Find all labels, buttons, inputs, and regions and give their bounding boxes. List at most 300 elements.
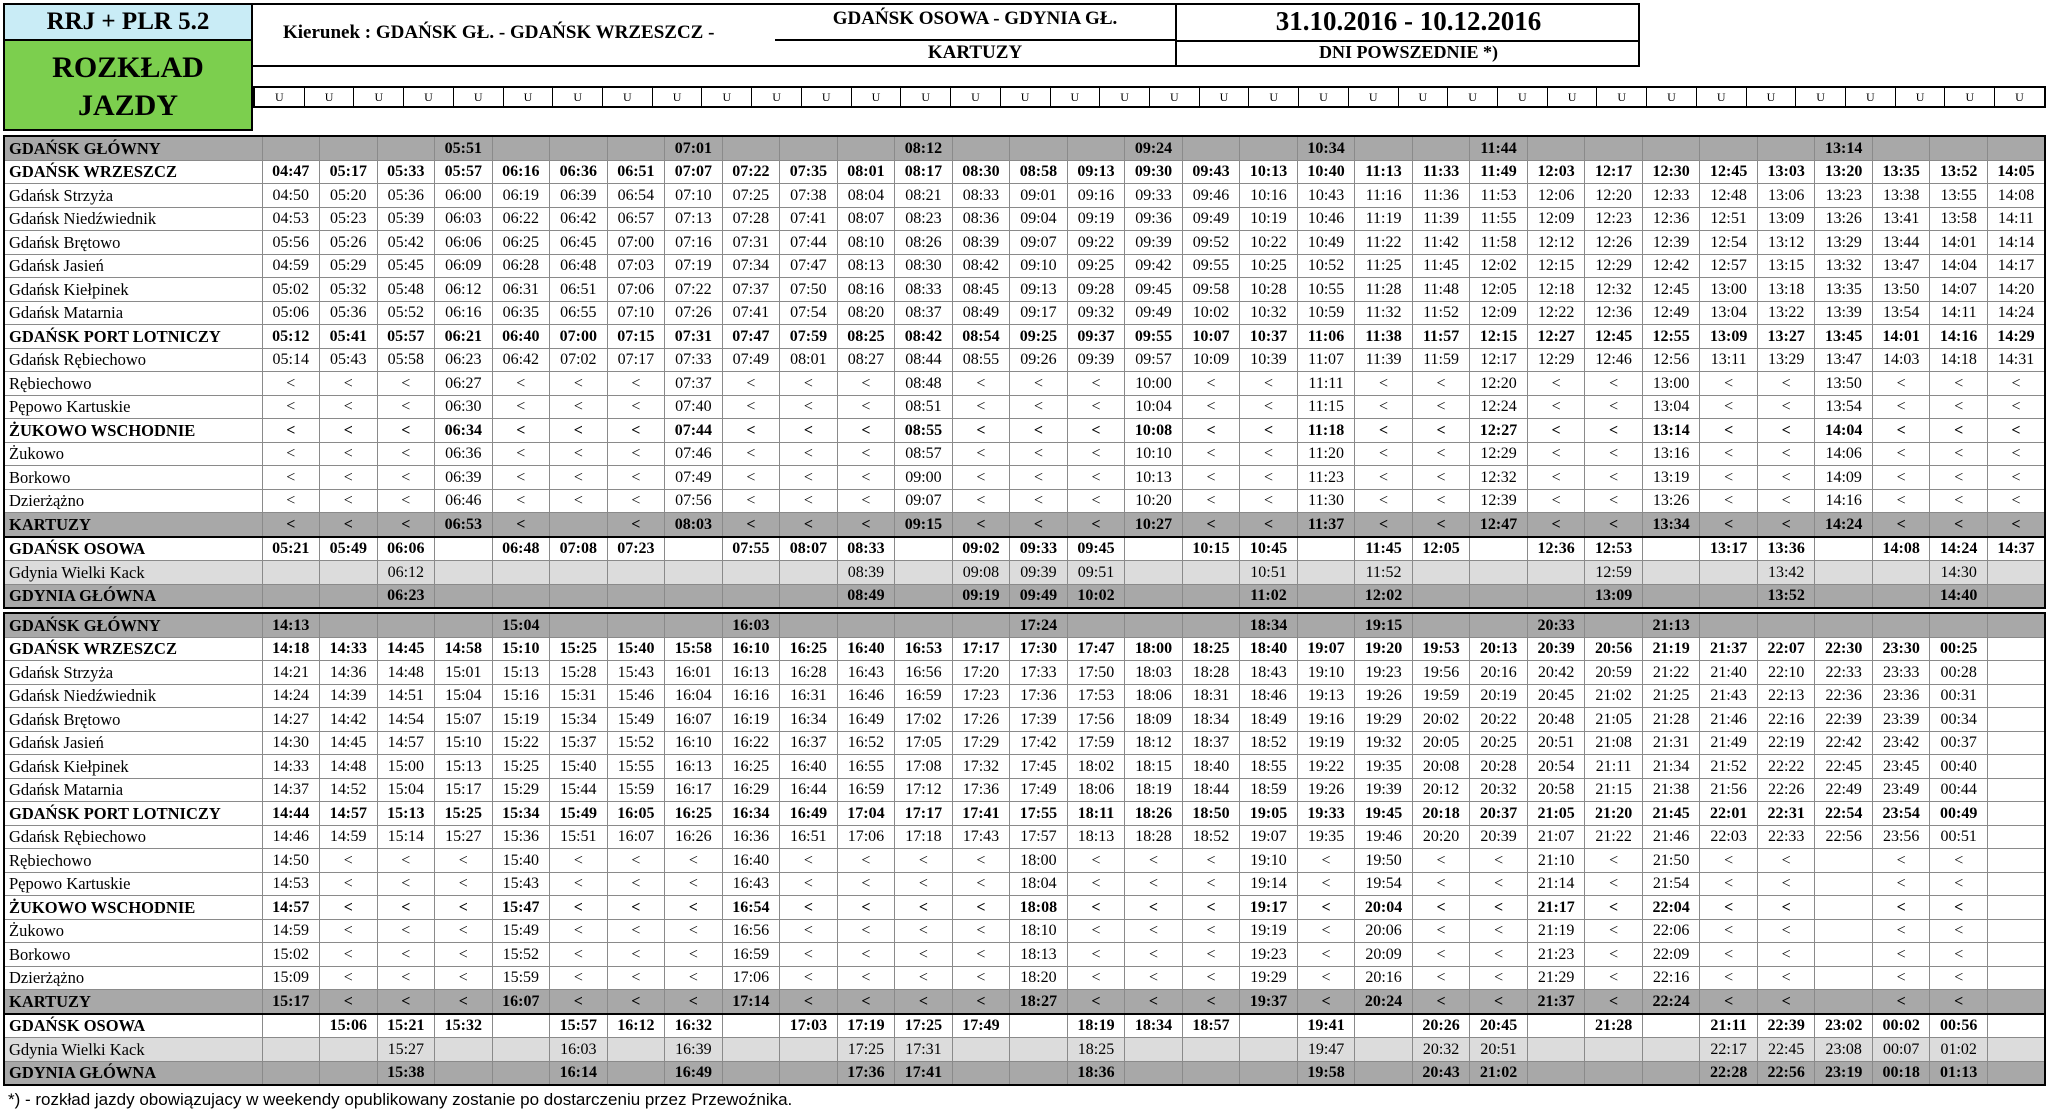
departure-time [1987,1038,2045,1062]
departure-time: 07:59 [780,325,838,349]
departure-time: < [837,442,895,466]
departure-time: 22:13 [1757,684,1815,708]
departure-time [1987,966,2045,990]
departure-time: 05:52 [377,301,435,325]
departure-time: 16:04 [665,684,723,708]
departure-time: 12:06 [1527,184,1585,208]
departure-time: 09:39 [1067,348,1125,372]
departure-time: 09:49 [1125,301,1183,325]
departure-time: 12:05 [1412,537,1470,561]
departure-time: 15:43 [607,661,665,685]
departure-time: 18:02 [1067,755,1125,779]
departure-time: 19:07 [1297,637,1355,661]
departure-time [1987,561,2045,585]
departure-time: < [607,849,665,873]
departure-time: 18:46 [1240,684,1298,708]
departure-time: 16:49 [837,708,895,732]
departure-time [492,561,550,585]
train-mark: U [653,88,703,106]
departure-time: 06:28 [492,254,550,278]
departure-time: < [550,442,608,466]
timetable-row [4,160,2045,184]
departure-time: 22:22 [1757,755,1815,779]
train-mark: U [1249,88,1299,106]
departure-time: 09:13 [1010,278,1068,302]
departure-time: 10:43 [1297,184,1355,208]
departure-time: 11:19 [1355,207,1413,231]
departure-time: 14:14 [1987,231,2045,255]
station-name: Dzierżążno [4,489,262,513]
departure-time: < [780,466,838,490]
departure-time: < [780,849,838,873]
departure-time: 14:11 [1930,301,1988,325]
departure-time: 16:37 [780,731,838,755]
timetable-row [4,731,2045,755]
departure-time: < [320,466,378,490]
departure-time: 05:14 [262,348,320,372]
departure-time: 15:44 [550,778,608,802]
departure-time: 12:12 [1527,231,1585,255]
timetable-row [4,513,2045,537]
departure-time: 14:17 [1987,254,2045,278]
departure-time: 07:08 [550,537,608,561]
departure-time: 14:05 [1987,160,2045,184]
departure-time: 20:02 [1412,708,1470,732]
departure-time: 20:16 [1470,661,1528,685]
departure-time [550,561,608,585]
departure-time: 15:09 [262,966,320,990]
departure-time: 18:34 [1182,708,1240,732]
departure-time: 22:33 [1815,661,1873,685]
departure-time: < [837,990,895,1014]
departure-time: < [837,372,895,396]
departure-time: 21:15 [1585,778,1643,802]
departure-time: 08:12 [895,136,953,160]
departure-time: 19:19 [1297,731,1355,755]
departure-time: 05:36 [377,184,435,208]
departure-time: 20:45 [1527,684,1585,708]
departure-time: 17:31 [895,1038,953,1062]
departure-time [1930,613,1988,637]
departure-time: 07:34 [722,254,780,278]
departure-time: 16:01 [665,661,723,685]
departure-time: 06:00 [435,184,493,208]
departure-time [722,136,780,160]
departure-time: 14:51 [377,684,435,708]
departure-time: 05:36 [320,301,378,325]
departure-time: 06:22 [492,207,550,231]
departure-time [262,584,320,608]
departure-time: 08:57 [895,442,953,466]
departure-time: 17:20 [952,661,1010,685]
departure-time [780,1038,838,1062]
departure-time: 15:59 [607,778,665,802]
departure-time: < [435,966,493,990]
departure-time [1700,136,1758,160]
departure-time: < [320,513,378,537]
departure-time: < [1470,872,1528,896]
departure-time: 15:34 [550,708,608,732]
departure-time: 13:14 [1642,419,1700,443]
departure-time: 14:59 [262,919,320,943]
departure-time: < [1240,513,1298,537]
departure-time: 23:42 [1872,731,1930,755]
validity-days: DNI POWSZEDNIE *) [1318,42,1499,62]
departure-time: 14:48 [320,755,378,779]
departure-time: < [1700,466,1758,490]
departure-time: < [1067,513,1125,537]
departure-time: < [1182,919,1240,943]
departure-time: < [1700,513,1758,537]
departure-time: 16:29 [722,778,780,802]
departure-time: < [377,419,435,443]
departure-time [320,584,378,608]
departure-time: 15:49 [607,708,665,732]
timetable-morning [3,135,2046,609]
departure-time: 08:42 [895,325,953,349]
departure-time: 15:52 [492,943,550,967]
departure-time: 10:51 [1240,561,1298,585]
departure-time: 07:03 [607,254,665,278]
train-mark: U [901,88,951,106]
departure-time: 06:06 [435,231,493,255]
departure-time: 18:11 [1067,802,1125,826]
station-name: ŻUKOWO WSCHODNIE [4,896,262,920]
departure-time: 13:06 [1757,184,1815,208]
departure-time: 13:15 [1757,254,1815,278]
train-mark: U [1200,88,1250,106]
departure-time: < [1872,419,1930,443]
departure-time: < [1527,419,1585,443]
departure-time: < [952,966,1010,990]
departure-time: 09:17 [1010,301,1068,325]
departure-time: 20:43 [1412,1061,1470,1085]
station-name: GDAŃSK GŁÓWNY [4,613,262,637]
departure-time: 18:25 [1067,1038,1125,1062]
departure-time: 06:42 [492,348,550,372]
departure-time: 14:13 [262,613,320,637]
departure-time: 08:10 [837,231,895,255]
departure-time: < [1585,872,1643,896]
departure-time: 15:51 [550,825,608,849]
departure-time: 21:22 [1585,825,1643,849]
departure-time: < [952,513,1010,537]
departure-time: < [1757,919,1815,943]
departure-time: < [895,896,953,920]
departure-time [1240,136,1298,160]
departure-time: < [1182,395,1240,419]
departure-time: 07:22 [665,278,723,302]
departure-time: 13:19 [1642,466,1700,490]
departure-time [550,613,608,637]
departure-time: 04:53 [262,207,320,231]
departure-time: 15:28 [550,661,608,685]
departure-time: 19:41 [1297,1014,1355,1038]
departure-time: 07:56 [665,489,723,513]
departure-time: 07:06 [607,278,665,302]
station-name: GDAŃSK OSOWA [4,537,262,561]
departure-time: < [1757,513,1815,537]
departure-time: 20:13 [1470,637,1528,661]
departure-time: < [1182,489,1240,513]
departure-time: < [722,419,780,443]
departure-time: 19:53 [1412,637,1470,661]
departure-time: 16:07 [607,825,665,849]
departure-time: 07:46 [665,442,723,466]
departure-time: < [377,990,435,1014]
departure-time: 16:49 [665,1061,723,1085]
departure-time: 16:25 [780,637,838,661]
departure-time: 07:55 [722,537,780,561]
departure-time: 15:21 [377,1014,435,1038]
departure-time: < [320,896,378,920]
departure-time: 12:18 [1527,278,1585,302]
departure-time: < [1700,372,1758,396]
departure-time [1987,943,2045,967]
timetable-row [4,778,2045,802]
departure-time: 08:01 [837,160,895,184]
departure-time: < [1182,513,1240,537]
departure-time: 13:11 [1700,348,1758,372]
departure-time: 21:46 [1700,708,1758,732]
departure-time: 22:30 [1815,637,1873,661]
departure-time: 11:45 [1412,254,1470,278]
departure-time: 20:51 [1470,1038,1528,1062]
departure-time: < [1067,372,1125,396]
departure-time: 06:16 [492,160,550,184]
departure-time: 05:43 [320,348,378,372]
station-name: GDAŃSK WRZESZCZ [4,160,262,184]
train-mark: U [1647,88,1697,106]
departure-time: 20:56 [1585,637,1643,661]
departure-time: < [320,489,378,513]
departure-time: 11:15 [1297,395,1355,419]
timetable-row [4,254,2045,278]
departure-time: 09:57 [1125,348,1183,372]
departure-time: 15:55 [607,755,665,779]
departure-time: < [1757,395,1815,419]
departure-time: 12:29 [1585,254,1643,278]
departure-time [1297,561,1355,585]
departure-time: 19:14 [1240,872,1298,896]
departure-time: 06:09 [435,254,493,278]
departure-time: < [1355,419,1413,443]
departure-time: 22:33 [1757,825,1815,849]
departure-time [1987,990,2045,1014]
departure-time: < [1585,849,1643,873]
departure-time: 21:56 [1700,778,1758,802]
departure-time: 07:15 [607,325,665,349]
departure-time: 16:55 [837,755,895,779]
departure-time [1182,561,1240,585]
departure-time: 16:22 [722,731,780,755]
departure-time: 17:53 [1067,684,1125,708]
departure-time: 20:33 [1527,613,1585,637]
departure-time: 16:05 [607,802,665,826]
train-mark: U [305,88,355,106]
departure-time [1412,136,1470,160]
departure-time: 07:31 [665,325,723,349]
departure-time: 18:13 [1010,943,1068,967]
departure-time [952,1038,1010,1062]
departure-time: < [1355,395,1413,419]
departure-time: < [1700,442,1758,466]
departure-time: 18:28 [1125,825,1183,849]
departure-time [1815,849,1873,873]
departure-time: < [837,943,895,967]
departure-time [1987,872,2045,896]
departure-time [1987,1061,2045,1085]
departure-time: 07:00 [607,231,665,255]
departure-time: 16:51 [780,825,838,849]
departure-time: 21:02 [1470,1061,1528,1085]
departure-time [1067,136,1125,160]
departure-time: 14:04 [1815,419,1873,443]
departure-time: 09:24 [1125,136,1183,160]
station-name: Gdańsk Niedźwiednik [4,207,262,231]
departure-time: < [607,395,665,419]
departure-time: < [1872,466,1930,490]
departure-time: 22:10 [1757,661,1815,685]
departure-time: < [550,372,608,396]
departure-time: 12:51 [1700,207,1758,231]
departure-time: 21:50 [1642,849,1700,873]
departure-time [722,1038,780,1062]
departure-time: 20:12 [1412,778,1470,802]
departure-time: 08:21 [895,184,953,208]
departure-time: < [1412,442,1470,466]
departure-time: 17:17 [952,637,1010,661]
departure-time: 14:57 [320,802,378,826]
departure-time: 17:25 [837,1038,895,1062]
timetable-row [4,896,2045,920]
departure-time: 06:39 [435,466,493,490]
departure-time: < [1527,372,1585,396]
departure-time: 09:46 [1182,184,1240,208]
departure-time: < [895,919,953,943]
departure-time: 19:22 [1297,755,1355,779]
departure-time: 14:59 [320,825,378,849]
departure-time: < [1470,919,1528,943]
timetable-row [4,537,2045,561]
departure-time: < [607,419,665,443]
departure-time: 08:33 [895,278,953,302]
timetable-row [4,561,2045,585]
departure-time: < [320,872,378,896]
departure-time: 05:45 [377,254,435,278]
line-badge: RRJ + PLR 5.2 [3,3,253,41]
departure-time: 20:37 [1470,802,1528,826]
departure-time: 19:19 [1240,919,1298,943]
timetable-row [4,1038,2045,1062]
departure-time [550,136,608,160]
departure-time: < [1700,872,1758,896]
departure-time [607,136,665,160]
departure-time: 01:02 [1930,1038,1988,1062]
departure-time: 07:40 [665,395,723,419]
departure-time: 05:12 [262,325,320,349]
departure-time: 11:18 [1297,419,1355,443]
departure-time: 09:07 [895,489,953,513]
departure-time: 17:36 [952,778,1010,802]
departure-time [1010,1014,1068,1038]
departure-time: < [1125,849,1183,873]
departure-time: < [1930,849,1988,873]
departure-time: 16:46 [837,684,895,708]
departure-time: < [1412,419,1470,443]
departure-time: < [1412,466,1470,490]
departure-time: 11:58 [1470,231,1528,255]
departure-time: 21:10 [1527,849,1585,873]
departure-time: < [1067,466,1125,490]
departure-time [1815,561,1873,585]
departure-time: 19:54 [1355,872,1413,896]
departure-time: < [262,513,320,537]
departure-time: 14:58 [435,637,493,661]
departure-time: 05:32 [320,278,378,302]
departure-time: 06:55 [550,301,608,325]
departure-time [1355,1061,1413,1085]
station-name: GDAŃSK PORT LOTNICZY [4,802,262,826]
departure-time: < [1297,966,1355,990]
departure-time: 22:36 [1815,684,1873,708]
departure-time: 07:23 [607,537,665,561]
departure-time: 14:01 [1872,325,1930,349]
departure-time: 18:03 [1125,661,1183,685]
departure-time: 20:28 [1470,755,1528,779]
departure-time: 20:51 [1527,731,1585,755]
train-mark: U [1597,88,1647,106]
departure-time: 23:39 [1872,708,1930,732]
title-line-1: ROZKŁAD [52,51,204,84]
departure-time: < [1700,943,1758,967]
departure-time: 12:02 [1470,254,1528,278]
departure-time: 14:57 [377,731,435,755]
departure-time: 21:17 [1527,896,1585,920]
departure-time: < [952,919,1010,943]
departure-time: < [952,372,1010,396]
train-mark: U [1846,88,1896,106]
departure-time: < [1182,966,1240,990]
departure-time: < [1930,896,1988,920]
departure-time: 14:33 [262,755,320,779]
departure-time: 09:07 [1010,231,1068,255]
departure-time: 16:34 [780,708,838,732]
departure-time: 13:22 [1757,301,1815,325]
departure-time: 00:40 [1930,755,1988,779]
departure-time: 17:56 [1067,708,1125,732]
departure-time [1527,584,1585,608]
departure-time: 17:43 [952,825,1010,849]
departure-time [1470,537,1528,561]
departure-time: 16:31 [780,684,838,708]
departure-time: < [1757,943,1815,967]
departure-time: 06:51 [550,278,608,302]
departure-time: 13:09 [1757,207,1815,231]
departure-time: 09:01 [1010,184,1068,208]
departure-time: 15:25 [550,637,608,661]
departure-time [952,613,1010,637]
departure-time: 19:33 [1297,802,1355,826]
departure-time: 11:42 [1412,231,1470,255]
departure-time: < [665,966,723,990]
departure-time: 08:16 [837,278,895,302]
departure-time: 21:19 [1527,919,1585,943]
departure-time: 06:25 [492,231,550,255]
departure-time: < [492,419,550,443]
departure-time: 11:52 [1355,561,1413,585]
departure-time [1182,1038,1240,1062]
